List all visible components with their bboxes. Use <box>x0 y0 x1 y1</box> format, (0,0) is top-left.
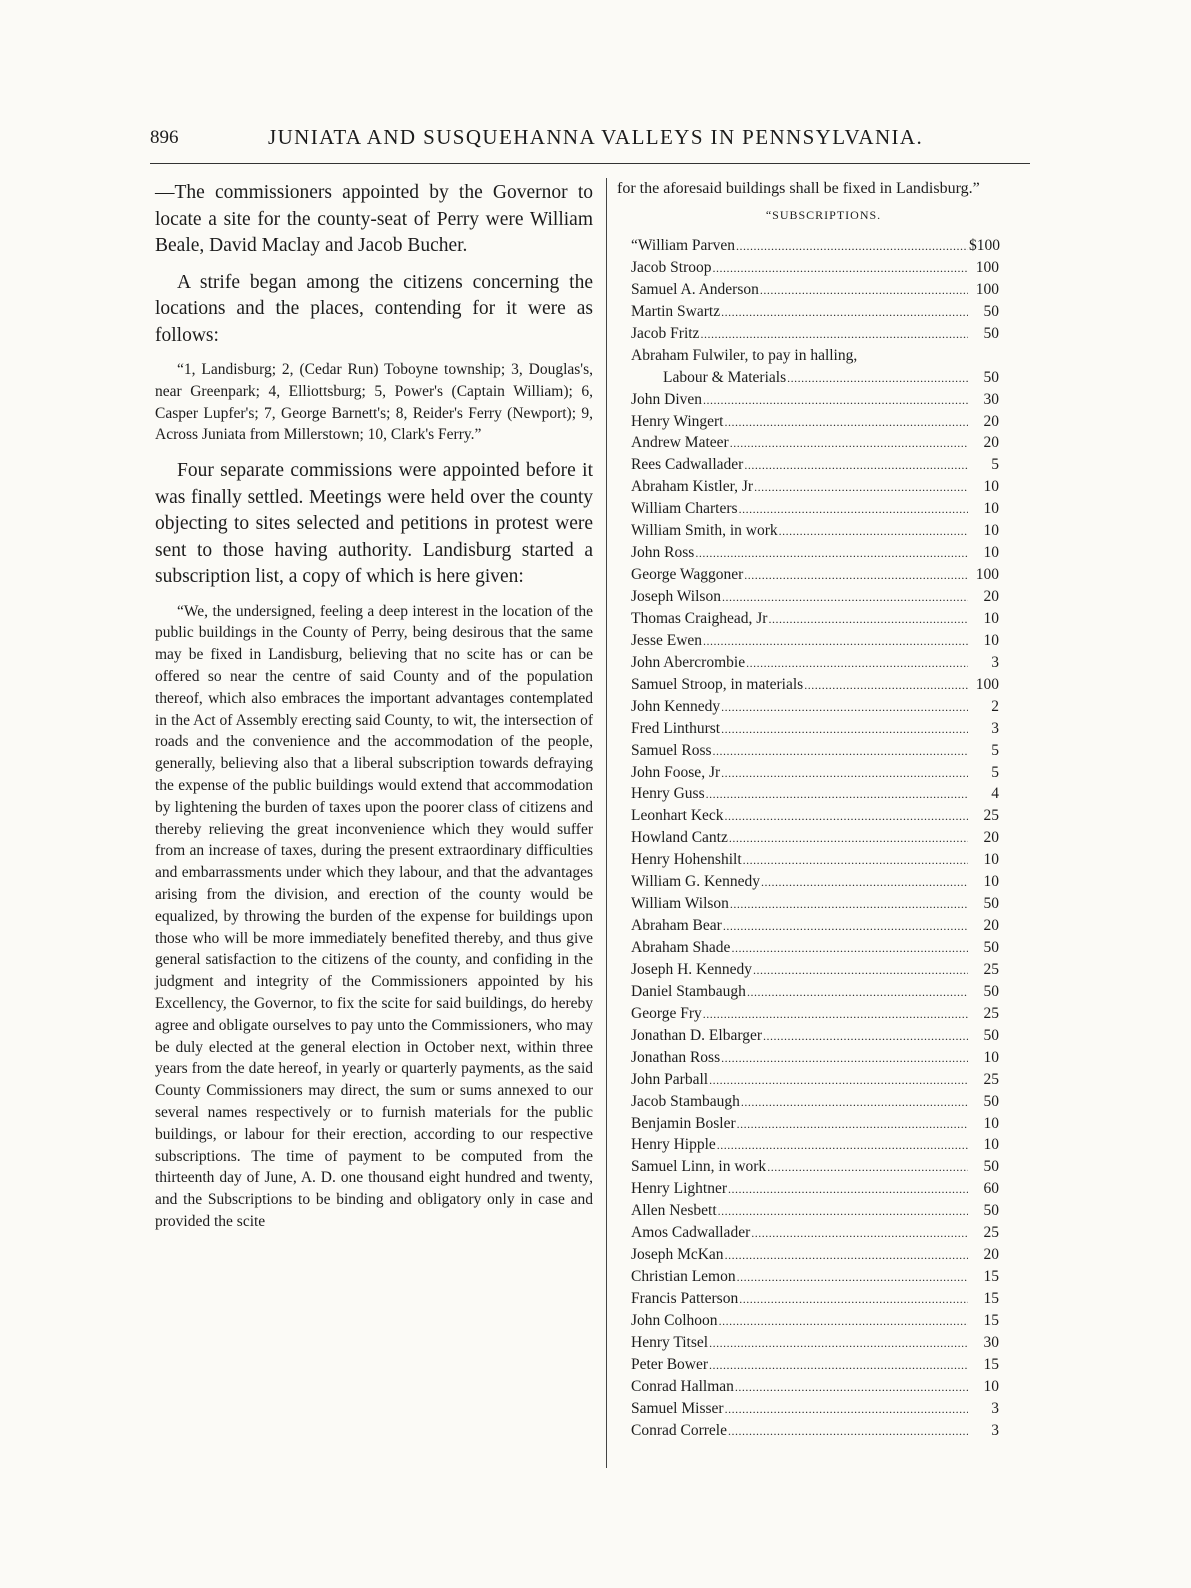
subscriber-name: John Foose, Jr <box>631 763 721 781</box>
dot-leader <box>735 1377 968 1399</box>
subscription-row <box>631 454 999 476</box>
subscription-amount: 20 <box>983 434 999 452</box>
subscription-row <box>631 564 999 586</box>
subscriber-name: Jacob Fritz <box>631 324 700 342</box>
dot-leader <box>700 324 968 346</box>
subscriber-name: Samuel Linn, in work <box>631 1158 767 1176</box>
dot-leader <box>721 697 968 719</box>
subscriber-name: Abraham Shade <box>631 939 731 956</box>
subscription-amount: 25 <box>983 1224 999 1242</box>
subscription-amount: 10 <box>983 1377 999 1395</box>
subscription-row <box>631 871 999 893</box>
dot-leader <box>722 587 968 609</box>
subscriber-name: George Fry <box>631 1004 702 1022</box>
subscriber-name: Andrew Mateer <box>631 434 729 452</box>
subscription-row <box>631 1200 999 1222</box>
subscription-row <box>631 827 999 849</box>
dot-leader <box>713 258 968 280</box>
subscriber-name: Samuel Ross <box>631 741 712 759</box>
subscription-row <box>631 652 999 674</box>
subscriber-name: Thomas Craighead, Jr <box>631 609 768 627</box>
dot-leader <box>731 938 968 960</box>
subscription-amount: 15 <box>983 1355 999 1373</box>
dot-leader <box>709 1355 968 1377</box>
subscription-amount: 50 <box>983 1158 999 1176</box>
subscription-amount: 25 <box>983 1070 999 1088</box>
subscriber-name: Henry Hipple <box>631 1136 716 1154</box>
column-divider <box>606 178 607 1468</box>
subscription-row <box>631 1376 999 1398</box>
subscription-amount: 25 <box>983 960 999 978</box>
dot-leader <box>744 565 968 587</box>
subscriber-name: Benjamin Bosler <box>631 1114 736 1132</box>
dot-leader <box>761 872 968 894</box>
subscription-amount: 50 <box>983 895 999 913</box>
subscription-amount: 15 <box>983 1290 999 1307</box>
subscription-amount: 100 <box>975 280 999 298</box>
dot-leader <box>787 368 968 390</box>
subscription-row <box>631 608 999 630</box>
running-title: JUNIATA AND SUSQUEHANNA VALLEYS IN PENNSYLVANIA. <box>268 125 924 149</box>
subscriber-name: Samuel A. Anderson <box>631 280 759 298</box>
subscription-row <box>631 367 999 389</box>
subscription-amount: 30 <box>983 1333 999 1351</box>
subscriber-name: Daniel Stambaugh <box>631 982 746 1000</box>
subscriber-name: Peter Bower <box>631 1355 709 1373</box>
subscription-amount: 50 <box>983 982 999 1000</box>
subscriber-name: Jonathan D. Elbarger <box>631 1026 762 1044</box>
dot-leader <box>730 433 968 455</box>
subscription-row <box>631 937 999 959</box>
subscription-amount: 2 <box>991 697 999 715</box>
subscription-row <box>631 279 999 301</box>
subscription-row <box>631 1420 999 1442</box>
dot-leader <box>703 1004 968 1026</box>
subscription-row <box>631 411 999 433</box>
subscriber-name: William Smith, in work <box>631 522 778 540</box>
dot-leader <box>703 390 968 412</box>
subscriber-name: Jacob Stambaugh <box>631 1092 740 1110</box>
subscription-amount: 20 <box>983 829 999 847</box>
subscription-row <box>631 630 999 652</box>
dot-leader <box>728 1421 968 1443</box>
subscription-amount: 3 <box>991 1399 999 1417</box>
subscription-row <box>631 498 999 520</box>
dot-leader <box>706 784 968 806</box>
subscription-amount: 20 <box>983 412 999 430</box>
subscriber-name: Henry Hohenshilt <box>631 851 742 869</box>
subscriber-name: Conrad Hallman <box>631 1377 734 1395</box>
subscriber-name: Henry Lightner <box>631 1180 727 1198</box>
subscription-row <box>631 1222 999 1244</box>
subscription-row <box>631 696 999 718</box>
subscription-row <box>631 1003 999 1025</box>
subscriber-name: Amos Cadwallader <box>631 1224 751 1242</box>
subscription-row <box>631 783 999 805</box>
subscription-amount: 10 <box>983 1114 999 1132</box>
dot-leader <box>713 741 968 763</box>
dot-leader <box>695 543 968 565</box>
subscription-row <box>631 1113 999 1135</box>
subscriber-name: Howland Cantz <box>631 829 728 847</box>
subscription-amount: 50 <box>983 1092 999 1110</box>
left-column <box>155 180 593 1245</box>
dot-leader <box>717 1135 968 1157</box>
subscription-row <box>631 959 999 981</box>
subscription-row <box>631 432 999 454</box>
subscription-row <box>631 1288 999 1310</box>
subscription-amount: 10 <box>983 631 999 649</box>
subscriber-name: Joseph H. Kennedy <box>631 960 752 978</box>
subscription-amount: 15 <box>983 1268 999 1286</box>
paragraph-strife: A strife began among the citizens concerning the locations and the places, contending for it were as follows: <box>155 271 593 346</box>
subscriber-name: Henry Titsel <box>631 1333 709 1351</box>
agreement-continuation: for the aforesaid buildings shall be fixed in Landisburg.” <box>617 180 980 197</box>
subscription-amount: 3 <box>991 719 999 737</box>
subscriber-name: Samuel Misser <box>631 1399 724 1417</box>
dot-leader <box>767 1157 968 1179</box>
subscription-amount: 50 <box>983 302 999 320</box>
subscriber-name: Leonhart Keck <box>631 807 724 825</box>
dot-leader <box>723 916 968 938</box>
subscriber-name: Abraham Fulwiler, to pay in halling, <box>631 346 858 364</box>
quote-locations: “1, Landisburg; 2, (Cedar Run) Toboyne township; 3, Douglas's, near Greenpark; 4, Elliottsburg; 5, Power's (Captain William); 6, Casper Lupfer's; 7, George Barnett's; 8, Reider's Ferry (Newport); 9, Across Juniata from Millerstown; 10, Clark's Ferry.” <box>155 361 593 444</box>
dot-leader <box>741 1092 968 1114</box>
subscriber-name: William G. Kennedy <box>631 873 760 891</box>
subscription-row <box>631 542 999 564</box>
dot-leader <box>730 894 968 916</box>
subscription-amount: 10 <box>983 851 999 869</box>
subscription-amount: 4 <box>991 785 999 803</box>
right-column <box>617 178 1030 1442</box>
subscriber-name: William Wilson <box>631 895 729 913</box>
dot-leader <box>747 982 968 1004</box>
subscription-amount: 100 <box>975 258 999 276</box>
subscriber-name: Abraham Kistler, Jr <box>631 478 754 496</box>
subscription-amount: $100 <box>969 237 1000 254</box>
subscription-row <box>631 1332 999 1354</box>
subscriber-name: John Colhoon <box>631 1311 718 1329</box>
subscription-amount: 100 <box>975 566 999 584</box>
subscriber-name: Abraham Bear <box>631 917 722 935</box>
subscriber-name: Labour & Materials <box>663 368 787 386</box>
subscription-amount: 50 <box>983 939 999 956</box>
dot-leader <box>725 806 968 828</box>
subscription-row <box>631 1354 999 1376</box>
subscriber-name: Jonathan Ross <box>631 1048 721 1066</box>
subscriptions-heading: “SUBSCRIPTIONS. <box>765 208 882 222</box>
subscription-row <box>631 740 999 762</box>
subscription-row <box>631 1310 999 1332</box>
dot-leader <box>754 477 968 499</box>
subscription-amount: 10 <box>983 522 999 540</box>
subscription-amount: 10 <box>983 478 999 496</box>
subscription-amount: 100 <box>975 675 999 693</box>
dot-leader <box>746 653 968 675</box>
subscription-amount: 3 <box>991 653 999 671</box>
subscription-amount: 60 <box>983 1180 999 1198</box>
subscription-amount: 3 <box>991 1421 999 1439</box>
dot-leader <box>760 280 968 302</box>
subscription-row <box>631 235 999 257</box>
subscriber-name: John Abercrombie <box>631 653 746 671</box>
dot-leader <box>753 960 968 982</box>
subscriber-name: John Diven <box>631 390 703 408</box>
subscription-amount: 50 <box>983 368 999 386</box>
subscription-row <box>631 1134 999 1156</box>
subscription-row <box>631 520 999 542</box>
subscriber-name: John Ross <box>631 544 695 562</box>
subscription-amount: 15 <box>983 1311 999 1329</box>
subscription-row <box>631 1178 999 1200</box>
subscription-row <box>631 1025 999 1047</box>
subscription-amount: 30 <box>983 390 999 408</box>
subscription-row <box>631 1047 999 1069</box>
subscription-row <box>631 301 999 323</box>
paragraph-commissions: Four separate commissions were appointed before it was finally settled. Meetings were held over the county objecting to sites selected and petitions in protest were sent to those having authority. Landisburg started a subscription list, a copy of which is here given: <box>155 460 593 588</box>
subscription-amount: 50 <box>983 1202 999 1220</box>
dot-leader <box>737 1114 968 1136</box>
subscriber-name: Allen Nesbett <box>631 1202 717 1220</box>
subscription-amount: 5 <box>991 456 999 474</box>
subscriber-name: “William Parven <box>631 237 735 254</box>
subscriber-name: Joseph Wilson <box>631 588 721 605</box>
subscription-amount: 10 <box>983 873 999 891</box>
subscription-amount: 50 <box>983 1026 999 1044</box>
dot-leader <box>703 631 968 653</box>
subscriber-name: John Parball <box>631 1070 709 1088</box>
dot-leader <box>739 1289 968 1311</box>
page-header <box>150 118 1030 158</box>
dot-leader <box>725 1245 968 1267</box>
subscription-row <box>631 1069 999 1091</box>
dot-leader <box>804 675 968 697</box>
subscription-row <box>631 1244 999 1266</box>
dot-leader <box>719 1311 968 1333</box>
subscription-amount: 10 <box>983 1136 999 1154</box>
subscription-amount: 10 <box>983 544 999 562</box>
subscriber-name: Henry Wingert <box>631 412 724 430</box>
subscriber-name: Francis Patterson <box>631 1290 739 1307</box>
subscription-amount: 25 <box>983 807 999 825</box>
subscriber-name: William Charters <box>631 500 738 518</box>
dot-leader <box>721 763 968 785</box>
subscription-row <box>631 674 999 696</box>
subscriber-name: Henry Guss <box>631 785 705 803</box>
subscriptions-list <box>631 235 999 1442</box>
subscription-row <box>631 1266 999 1288</box>
subscriber-name: Rees Cadwallader <box>631 456 744 474</box>
subscription-amount: 10 <box>983 609 999 627</box>
subscriber-name: George Waggoner <box>631 566 744 584</box>
dot-leader <box>744 455 968 477</box>
subscription-amount: 20 <box>983 588 999 605</box>
subscription-row <box>631 1091 999 1113</box>
subscription-row <box>631 1398 999 1420</box>
dot-leader <box>737 1267 968 1289</box>
dot-leader <box>718 1201 968 1223</box>
subscriber-name: Christian Lemon <box>631 1268 736 1286</box>
subscription-amount: 10 <box>983 1048 999 1066</box>
subscription-row <box>631 805 999 827</box>
dot-leader <box>721 1048 968 1070</box>
dot-leader <box>739 499 968 521</box>
subscription-row <box>631 476 999 498</box>
subscriber-name: Martin Swartz <box>631 302 721 320</box>
subscription-amount: 5 <box>991 763 999 781</box>
subscriber-name: Samuel Stroop, in materials <box>631 675 804 693</box>
subscription-row <box>631 915 999 937</box>
dot-leader <box>721 719 968 741</box>
subscription-row <box>631 586 999 608</box>
quote-subscription-agreement: “We, the undersigned, feeling a deep interest in the location of the public buildings in the County of Perry, being desirous that the same may be fixed in Landisburg, believing that no scite has or can be offered so near the centre of said County and of the population thereof, which also embraces the important advantages contemplated in the Act of Assembly erecting said County, to wit, the intersection of roads and the convenience and the accommodation of the people, generally, believing also that a liberal subscription towards defraying the expense of the public buildings would extend that accommodation by lightening the burden of taxes upon the poorer class of citizens and thereby relieving the great inconvenience which they would suffer from an increase of taxes, during the present extraordinary difficulties and embarrassments under which they labour, and that the advantages arising from the division, and erection of the county would be equalized, by throwing the burden of the expense for buildings upon those who will be more immediately benefited thereby, and thus give general satisfaction to the citizens of the county, and confiding in the judgment and integrity of the Commissioners appointed by his Excellency, the Governor, to fix the scite for said buildings, do hereby agree and obligate ourselves to pay unto the Commissioners, who may be duly elected at the general election in October next, within three years from the date hereof, in yearly or quarterly payments, as the said County Commissioners may direct, the sum or sums annexed to our several names respectively or to furnish materials for the public buildings, or labour for their erection, according to our respective subscriptions. The time of payment to be computed from the thirteenth day of June, A. D. one thousand eight hundred and twenty, and the Subscriptions to be binding and obligatory only in case and provided the scite <box>155 602 593 1230</box>
paragraph-commissioners: —The commissioners appointed by the Governor to locate a site for the county-seat of Perry were William Beale, David Maclay and Jacob Bucher. <box>155 182 593 256</box>
page-number: 896 <box>150 127 179 148</box>
dot-leader <box>725 412 969 434</box>
dot-leader <box>725 1399 968 1421</box>
subscriber-name: John Kennedy <box>631 697 721 715</box>
subscription-row <box>631 323 999 345</box>
subscription-row <box>631 893 999 915</box>
subscriber-name: Fred Linthurst <box>631 719 721 737</box>
subscriber-name: Jesse Ewen <box>631 631 703 649</box>
dot-leader <box>729 828 968 850</box>
subscription-row <box>631 257 999 279</box>
dot-leader <box>736 236 968 258</box>
dot-leader <box>721 302 968 324</box>
subscription-amount: 5 <box>991 741 999 759</box>
subscription-amount: 25 <box>983 1004 999 1022</box>
dot-leader <box>743 850 968 872</box>
subscription-row <box>631 1156 999 1178</box>
subscription-row <box>631 389 999 411</box>
subscription-row <box>631 345 999 367</box>
dot-leader <box>709 1333 968 1355</box>
subscription-row <box>631 981 999 1003</box>
dot-leader <box>709 1070 968 1092</box>
subscription-row <box>631 762 999 784</box>
subscriber-name: Joseph McKan <box>631 1246 724 1264</box>
subscriber-name: Jacob Stroop <box>631 258 712 276</box>
subscription-amount: 10 <box>983 500 999 518</box>
subscriber-name: Conrad Correle <box>631 1421 727 1439</box>
subscription-row <box>631 849 999 871</box>
dot-leader <box>763 1026 968 1048</box>
dot-leader <box>779 521 968 543</box>
dot-leader <box>768 609 968 631</box>
dot-leader <box>751 1223 968 1245</box>
header-rule <box>150 163 1030 164</box>
subscription-amount: 20 <box>983 1246 999 1264</box>
subscription-amount: 20 <box>983 917 999 935</box>
subscription-amount: 50 <box>983 324 999 342</box>
subscription-row <box>631 718 999 740</box>
dot-leader <box>728 1179 968 1201</box>
